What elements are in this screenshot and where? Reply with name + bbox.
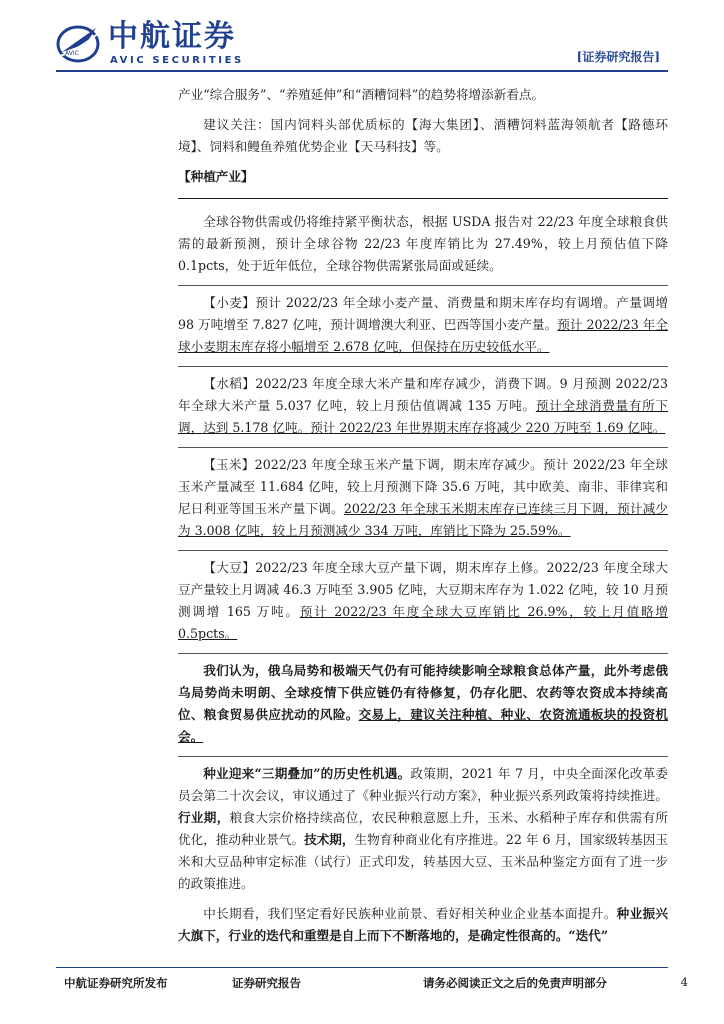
paragraph: 种业迎来“三期叠加”的历史性机遇。政策期，2021 年 7 月，中央全面深化改革委员会第二十次会议，审议通过了《种业振兴行动方案》，种业振兴系列政策将持续推进。行业期，粮食大宗价格持续高位，农民种粮意愿上升，玉米、水稻种子库存和供需有所优化，推动种业景气。技术期，生物育种商业化有序推进。22 年 6 月，国家级转基因玉米和大豆品种审定标准（试行）正式印发，转基因大豆、玉米品种鉴定方面有了进一步的政策推进。 [178, 766, 669, 891]
paragraph: 【玉米】2022/23 年度全球玉米产量下调，期末库存减少。预计 2022/23 年全球玉米产量减至 11.684 亿吨，较上月预测下降 35.6 万吨，其中欧美、南非、菲律宾和尼日利亚等国玉米产量下调。2022/23 年全球玉米期末库存已连续三月下调，预计减少为 3.008 亿吨，较上月预测减少 334 万吨，库销比下降为 25.59%。 [178, 457, 669, 538]
header-divider [56, 70, 668, 72]
seed-industry-box [178, 756, 668, 895]
soybean-box [178, 550, 668, 645]
page-number: 4 [680, 975, 688, 989]
paragraph: 建议关注：国内饲料头部优质标的【海大集团】、酒糟饲料蓝海领航者【路德环境】、饲料和鳗鱼养殖优势企业【天马科技】等。 [178, 117, 668, 154]
svg-text:AVIC: AVIC [65, 50, 79, 57]
avic-logo-icon [56, 22, 104, 64]
corn-box [178, 447, 668, 542]
logo-chinese: 中航证券 [108, 19, 236, 54]
paragraph: 中长期看，我们坚定看好民族种业前景、看好相关种业企业基本面提升。种业振兴大旗下，行业的迭代和重塑是自上而下不断落地的，是确定性很高的。“迭代” [178, 906, 669, 943]
paragraph: 【大豆】2022/23 年度全球大豆产量下调，期末库存上修。2022/23 年度全球大豆产量较上月调减 46.3 万吨至 3.905 亿吨，大豆期末库存为 1.022 亿吨，较 10 月预测调增 165 万吨。预计 2022/23 年度全球大豆库销比 26.9%，较上月值略增 0.5pcts。 [178, 560, 668, 641]
section-title: 【种植产业】 [178, 169, 254, 184]
paragraph: 产业“综合服务”、“养殖延伸”和“酒糟饲料”的趋势将增添新看点。 [178, 87, 545, 102]
footer-disclaimer: 请务必阅读正文之后的免责声明部分 [423, 976, 607, 990]
paragraph: 我们认为，俄乌局势和极端天气仍有可能持续影响全球粮食总体产量，此外考虑俄乌局势尚未明朗、全球疫情下供应链仍有待修复，仍存化肥、农药等农资成本持续高位、粮食贸易供应扰动的风险。交易上，建议关注种植、种业、农资流通板块的投资机会。 [178, 663, 669, 744]
paragraph: 【小麦】预计 2022/23 年全球小麦产量、消费量和期末库存均有调增。产量调增 98 万吨增至 7.827 亿吨，预计调增澳大利亚、巴西等国小麦产量。预计 2022/23 年全球小麦期末库存将小幅增至 2.678 亿吨，但保持在历史较低水平。 [178, 295, 669, 354]
rice-box [178, 366, 668, 439]
paragraph: 全球谷物供需或仍将维持紧平衡状态，根据 USDA 报告对 22/23 年度全球粮食供需的最新预测，预计全球谷物 22/23 年度库销比为 27.49%，较上月预估值下降 0.1pcts，处于近年低位，全球谷物供需紧张局面或延续。 [178, 214, 668, 273]
conclusion-box [178, 653, 668, 748]
section-divider [178, 198, 668, 199]
logo-english: AVIC SECURITIES [110, 55, 244, 66]
wheat-box [178, 285, 668, 358]
paragraph: 【水稻】2022/23 年度全球大米产量和库存减少，消费下调。9 月预测 2022/23 年全球大米产量 5.037 亿吨，较上月预估值调减 135 万吨。预计全球消费量有所下调，达到 5.178 亿吨。预计 2022/23 年世界期末库存将减少 220 万吨至 1.69 亿吨。 [178, 376, 668, 435]
footer-publisher: 中航证券研究所发布 [64, 976, 168, 990]
footer-divider [56, 967, 668, 968]
footer-report-type: 证券研究报告 [232, 976, 301, 990]
page-header [0, 0, 724, 80]
main-content [178, 84, 668, 955]
report-type-tag: [证券研究报告] [576, 50, 660, 64]
